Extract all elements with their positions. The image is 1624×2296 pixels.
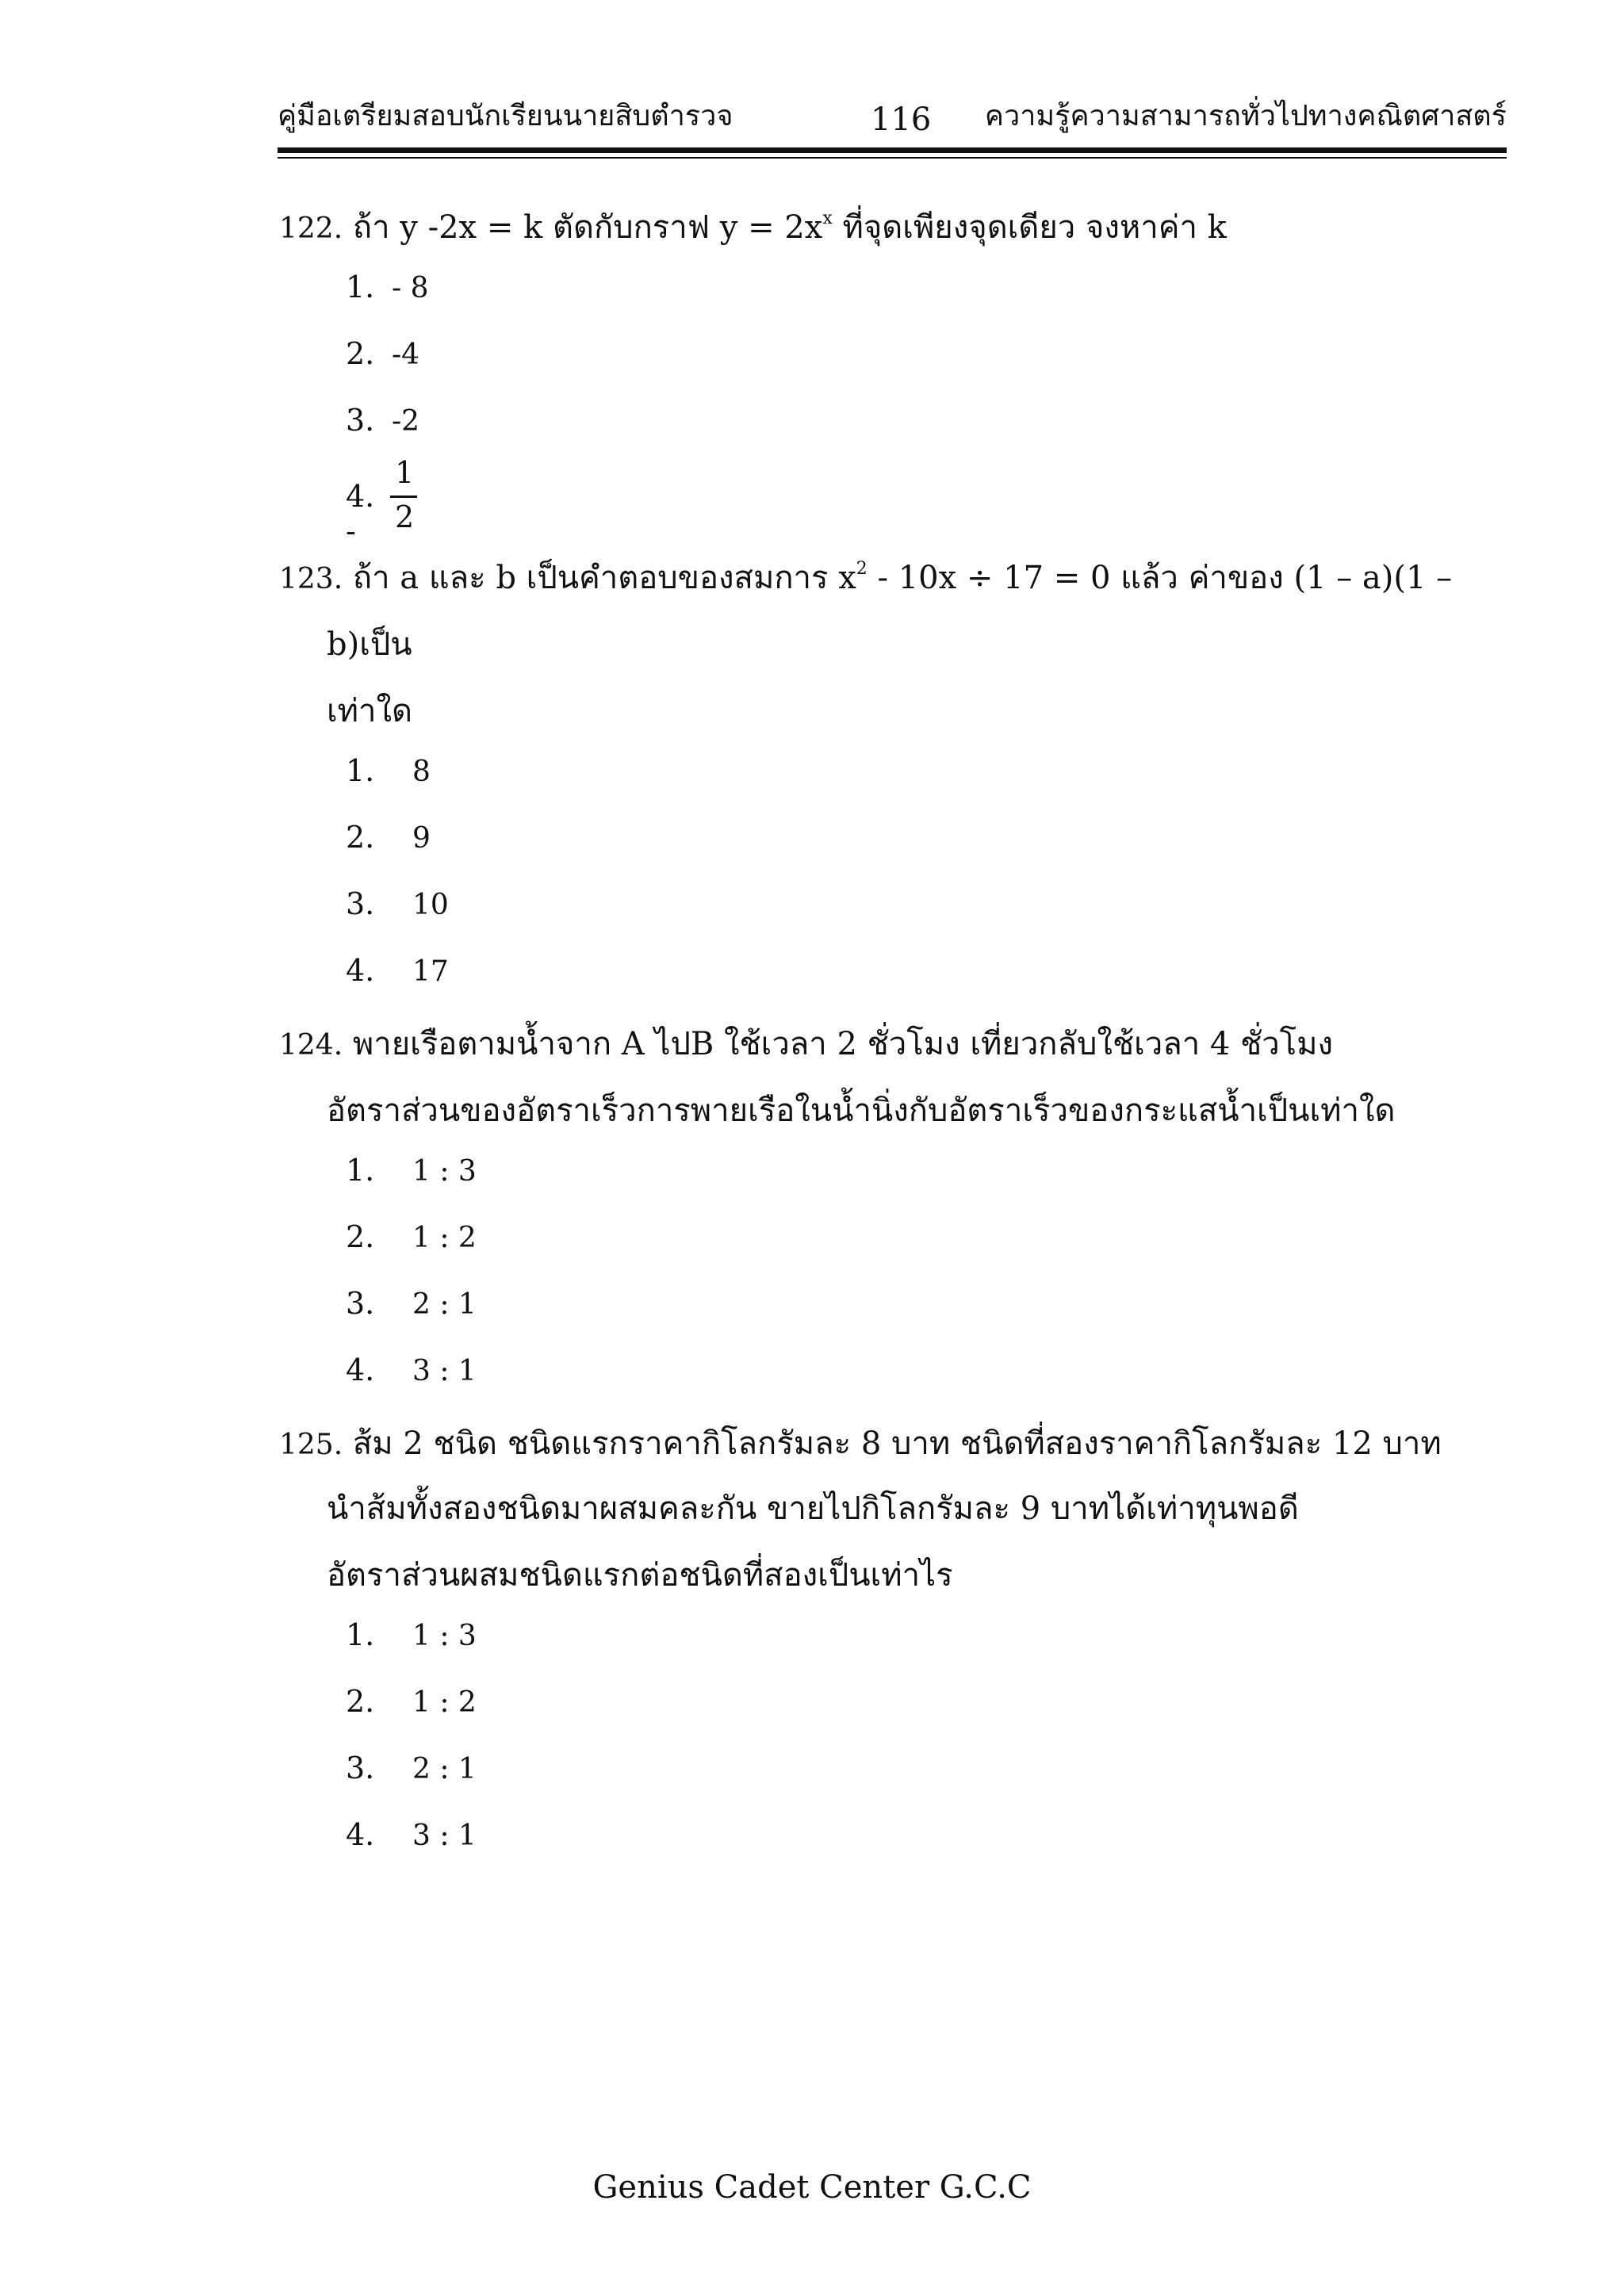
option-number: 3.: [346, 886, 375, 921]
question-text-continued: อัตราส่วนผสมชนิดแรกต่อชนิดที่สองเป็นเท่าไร: [327, 1557, 953, 1594]
option-value: -4: [392, 339, 420, 371]
option-number: 1.: [346, 270, 375, 304]
option: [346, 820, 431, 855]
header-book-title: คู่มือเตรียมสอบนักเรียนนายสิบตำรวจ: [278, 100, 733, 132]
page-footer: Genius Cadet Center G.C.C: [592, 2169, 1032, 2206]
question-text: ถ้า a และ b เป็นคำตอบของสมการ x: [352, 560, 856, 596]
minus-sign: -: [346, 514, 356, 549]
option-value: 3 : 1: [412, 1355, 477, 1387]
question-text-continued: เท่าใด: [327, 693, 413, 729]
page-header: [278, 94, 1507, 143]
question-122: [279, 201, 1227, 252]
option: [346, 1817, 477, 1852]
option: [346, 1617, 477, 1652]
option-number: 4.: [346, 479, 375, 514]
option-value: 10: [412, 889, 449, 921]
option-number: 2.: [346, 820, 375, 855]
fraction-numerator: 1: [395, 455, 415, 490]
header-rule-thin: [278, 157, 1507, 159]
option: [346, 953, 449, 988]
option: [346, 1751, 477, 1785]
option-value: -2: [392, 405, 420, 438]
option: [346, 1219, 477, 1254]
option-number: 2.: [346, 1219, 375, 1254]
option-value: 1 : 3: [412, 1155, 477, 1188]
page-number: 116: [871, 101, 932, 138]
option-value: 3 : 1: [412, 1820, 477, 1852]
question-text: - 10x ÷ 17 = 0 แล้ว ค่าของ (1 – a)(1 –: [867, 560, 1453, 596]
option-number: 3.: [346, 1751, 375, 1785]
question-text: ถ้า y -2x = k ตัดกับกราฟ y = 2x: [352, 209, 823, 246]
question-text: ที่จุดเพียงจุดเดียว จงหาค่า k: [832, 209, 1227, 246]
question-125: [279, 1418, 1442, 1468]
fraction-denominator: 2: [395, 499, 415, 534]
option-number: 3.: [346, 1286, 375, 1321]
option-value: - 8: [392, 272, 429, 304]
header-subject: ความรู้ความสามารถทั่วไปทางคณิตศาสตร์: [984, 100, 1507, 132]
question-text-continued: อัตราส่วนของอัตราเร็วการพายเรือในน้ำนิ่งกับอัตราเร็วของกระแสน้ำเป็นเท่าใด: [327, 1093, 1396, 1129]
question-number: 122.: [279, 212, 343, 245]
question-text: พายเรือตามน้ำจาก A ไปB ใช้เวลา 2 ชั่วโมง เที่ยวกลับใช้เวลา 4 ชั่วโมง: [352, 1026, 1334, 1062]
option-number: 3.: [346, 403, 375, 438]
option-number: 4.: [346, 953, 375, 988]
option-value: 9: [412, 822, 431, 855]
option: [346, 1153, 477, 1188]
option-value: 2 : 1: [412, 1288, 477, 1321]
option: [346, 1286, 477, 1321]
option-value: 1 : 3: [412, 1620, 477, 1652]
option: [346, 336, 419, 371]
question-number: 125.: [279, 1429, 343, 1461]
option-number: 4.: [346, 1353, 375, 1387]
option-value: 8: [412, 756, 431, 788]
question-text-continued: b)เป็น: [327, 626, 412, 663]
option-number: 2.: [346, 336, 375, 371]
option: [346, 403, 419, 438]
option-number: 1.: [346, 1617, 375, 1652]
question-number: 123.: [279, 563, 343, 595]
option-value: 17: [412, 955, 449, 988]
question-124: [279, 1018, 1333, 1069]
header-rule-thick: [278, 147, 1507, 153]
question-text: ส้ม 2 ชนิด ชนิดแรกราคากิโลกรัมละ 8 บาท ชนิดที่สองราคากิโลกรัมละ 12 บาท: [352, 1425, 1442, 1462]
question-text-continued: นำส้มทั้งสองชนิดมาผสมคละกัน ขายไปกิโลกรัมละ 9 บาทได้เท่าทุนพอดี: [327, 1490, 1299, 1527]
option-value: 1 : 2: [412, 1686, 477, 1719]
fraction-bar: [390, 496, 417, 498]
exponent: 2: [856, 559, 868, 579]
option-number: 1.: [346, 753, 375, 788]
option-number: 2.: [346, 1684, 375, 1719]
question-123: [279, 552, 1452, 603]
option: [346, 270, 429, 304]
option: [346, 886, 449, 921]
question-number: 124.: [279, 1029, 343, 1062]
option-number: 4.: [346, 1817, 375, 1852]
option: [346, 1684, 477, 1719]
exponent: x: [822, 209, 833, 228]
option: [346, 753, 431, 788]
option: [346, 1353, 477, 1387]
option-value: 1 : 2: [412, 1222, 477, 1254]
option-value: 2 : 1: [412, 1753, 477, 1785]
option-number: 1.: [346, 1153, 375, 1188]
